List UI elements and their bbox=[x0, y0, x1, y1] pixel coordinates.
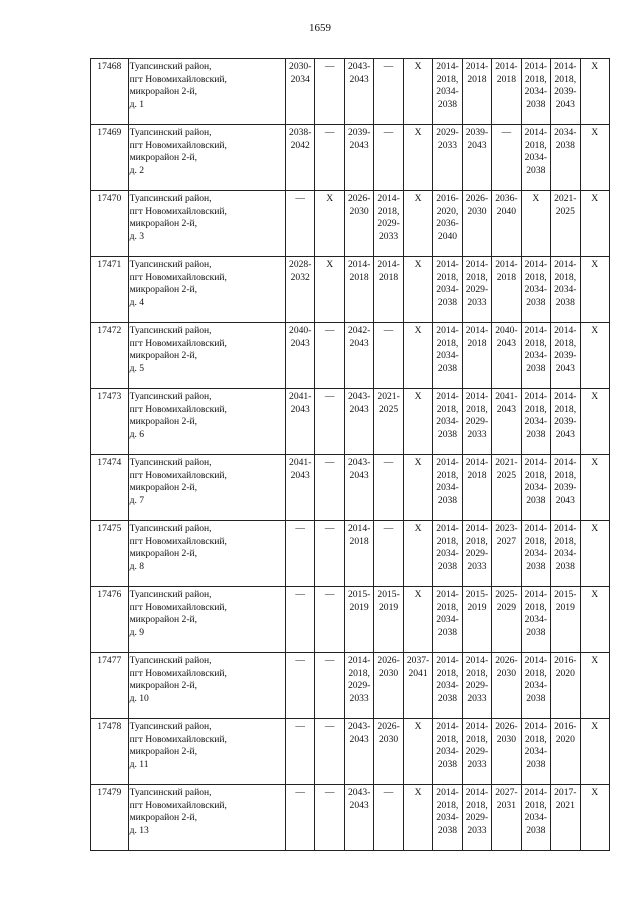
address-cell bbox=[128, 587, 285, 653]
period-cell: 2016- 2020, 2036- 2040 bbox=[433, 191, 462, 257]
period-cell: 2014- 2018, 2034- 2038 bbox=[521, 389, 550, 455]
period-cell: 2014- 2018, 2034- 2038 bbox=[521, 323, 550, 389]
period-cell: X bbox=[580, 785, 609, 851]
period-cell: 2017- 2021 bbox=[551, 785, 580, 851]
address-line: пгт Новомихайловский, bbox=[129, 535, 227, 547]
period-cell: 2015- 2019 bbox=[344, 587, 373, 653]
row-number: 17475 bbox=[91, 521, 129, 587]
period-cell: 2015- 2019 bbox=[551, 587, 580, 653]
period-cell: X bbox=[403, 257, 432, 323]
period-cell: X bbox=[403, 125, 432, 191]
period-cell: 2014- 2018 bbox=[462, 455, 491, 521]
period-cell: X bbox=[580, 59, 609, 125]
period-cell: 2034- 2038 bbox=[551, 125, 580, 191]
period-cell: 2014- 2018, 2034- 2038 bbox=[433, 257, 462, 323]
row-number: 17474 bbox=[91, 455, 129, 521]
period-cell: 2043- 2043 bbox=[344, 59, 373, 125]
period-cell: X bbox=[580, 653, 609, 719]
period-cell: X bbox=[403, 455, 432, 521]
register-table bbox=[90, 58, 610, 851]
period-cell: 2026- 2030 bbox=[344, 191, 373, 257]
period-cell: 2040- 2043 bbox=[492, 323, 521, 389]
row-number: 17468 bbox=[91, 59, 129, 125]
address-line: д. 4 bbox=[129, 296, 145, 308]
period-cell: X bbox=[580, 587, 609, 653]
period-cell: 2014- 2018, 2034- 2038 bbox=[521, 587, 550, 653]
period-cell: 2014- 2018 bbox=[344, 521, 373, 587]
address-cell bbox=[128, 719, 285, 785]
period-cell: 2014- 2018 bbox=[374, 257, 403, 323]
address-line: Туапсинский район, bbox=[129, 523, 212, 534]
period-cell: — bbox=[374, 323, 403, 389]
period-cell: X bbox=[580, 455, 609, 521]
row-number: 17479 bbox=[91, 785, 129, 851]
period-cell: 2014- 2018, 2034- 2038 bbox=[521, 719, 550, 785]
period-cell: 2016- 2020 bbox=[551, 653, 580, 719]
address-cell bbox=[128, 191, 285, 257]
period-cell: 2029- 2033 bbox=[433, 125, 462, 191]
period-cell: 2030- 2034 bbox=[286, 59, 315, 125]
period-cell: 2039- 2043 bbox=[344, 125, 373, 191]
address-line: Туапсинский район, bbox=[129, 457, 212, 468]
address-line: микрорайон 2-й, bbox=[129, 482, 198, 493]
period-cell: — bbox=[315, 653, 344, 719]
period-cell: 2014- 2018, 2029- 2033 bbox=[462, 257, 491, 323]
period-cell: 2023- 2027 bbox=[492, 521, 521, 587]
table-row bbox=[91, 125, 610, 191]
address-cell bbox=[128, 455, 285, 521]
period-cell: 2036- 2040 bbox=[492, 191, 521, 257]
period-cell: 2014- 2018, 2029- 2033 bbox=[462, 521, 491, 587]
period-cell: 2014- 2018, 2034- 2038 bbox=[433, 59, 462, 125]
address-cell bbox=[128, 521, 285, 587]
period-cell: X bbox=[521, 191, 550, 257]
period-cell: 2014- 2018, 2034- 2038 bbox=[521, 785, 550, 851]
address-cell bbox=[128, 785, 285, 851]
period-cell: 2014- 2018, 2039- 2043 bbox=[551, 59, 580, 125]
address-cell bbox=[128, 389, 285, 455]
period-cell: 2014- 2018, 2029- 2033 bbox=[462, 653, 491, 719]
period-cell: X bbox=[580, 719, 609, 785]
table-row bbox=[91, 389, 610, 455]
address-line: д. 8 bbox=[129, 560, 145, 572]
period-cell: 2014- 2018, 2034- 2038 bbox=[551, 521, 580, 587]
address-cell bbox=[128, 59, 285, 125]
address-line: пгт Новомихайловский, bbox=[129, 799, 227, 811]
period-cell: — bbox=[492, 125, 521, 191]
period-cell: — bbox=[286, 191, 315, 257]
table-row bbox=[91, 719, 610, 785]
period-cell: X bbox=[403, 191, 432, 257]
period-cell: 2043- 2043 bbox=[344, 389, 373, 455]
address-line: пгт Новомихайловский, bbox=[129, 733, 227, 745]
table-row bbox=[91, 191, 610, 257]
period-cell: — bbox=[286, 521, 315, 587]
address-cell bbox=[128, 125, 285, 191]
period-cell: 2037- 2041 bbox=[403, 653, 432, 719]
address-line: Туапсинский район, bbox=[129, 259, 212, 270]
row-number: 17469 bbox=[91, 125, 129, 191]
period-cell: X bbox=[580, 191, 609, 257]
period-cell: 2014- 2018, 2034- 2038 bbox=[521, 653, 550, 719]
address-line: Туапсинский район, bbox=[129, 193, 212, 204]
period-cell: 2043- 2043 bbox=[344, 719, 373, 785]
period-cell: — bbox=[315, 587, 344, 653]
table-row bbox=[91, 653, 610, 719]
period-cell: X bbox=[315, 257, 344, 323]
period-cell: — bbox=[315, 59, 344, 125]
address-line: микрорайон 2-й, bbox=[129, 152, 198, 163]
address-line: пгт Новомихайловский, bbox=[129, 337, 227, 349]
page-number: 1659 bbox=[309, 22, 331, 34]
period-cell: 2014- 2018, 2034- 2038 bbox=[433, 521, 462, 587]
address-line: микрорайон 2-й, bbox=[129, 416, 198, 427]
address-line: микрорайон 2-й, bbox=[129, 614, 198, 625]
period-cell: 2041- 2043 bbox=[492, 389, 521, 455]
address-line: Туапсинский район, bbox=[129, 391, 212, 402]
address-line: д. 1 bbox=[129, 98, 145, 110]
period-cell: 2041- 2043 bbox=[286, 455, 315, 521]
period-cell: 2026- 2030 bbox=[462, 191, 491, 257]
period-cell: 2015- 2019 bbox=[374, 587, 403, 653]
row-number: 17472 bbox=[91, 323, 129, 389]
period-cell: 2014- 2018, 2034- 2038 bbox=[433, 389, 462, 455]
address-line: пгт Новомихайловский, bbox=[129, 469, 227, 481]
address-cell bbox=[128, 323, 285, 389]
address-line: микрорайон 2-й, bbox=[129, 284, 198, 295]
period-cell: — bbox=[286, 653, 315, 719]
period-cell: 2015- 2019 bbox=[462, 587, 491, 653]
period-cell: 2021- 2025 bbox=[374, 389, 403, 455]
period-cell: 2014- 2018, 2039- 2043 bbox=[551, 323, 580, 389]
period-cell: 2043- 2043 bbox=[344, 455, 373, 521]
period-cell: X bbox=[315, 191, 344, 257]
address-line: д. 10 bbox=[129, 692, 149, 704]
period-cell: — bbox=[286, 785, 315, 851]
period-cell: 2041- 2043 bbox=[286, 389, 315, 455]
period-cell: 2038- 2042 bbox=[286, 125, 315, 191]
period-cell: — bbox=[315, 455, 344, 521]
address-line: микрорайон 2-й, bbox=[129, 812, 198, 823]
period-cell: 2014- 2018 bbox=[462, 59, 491, 125]
address-cell bbox=[128, 653, 285, 719]
period-cell: X bbox=[403, 521, 432, 587]
address-line: пгт Новомихайловский, bbox=[129, 205, 227, 217]
period-cell: 2014- 2018, 2034- 2038 bbox=[521, 125, 550, 191]
period-cell: — bbox=[374, 455, 403, 521]
period-cell: 2014- 2018, 2029- 2033 bbox=[374, 191, 403, 257]
period-cell: 2043- 2043 bbox=[344, 785, 373, 851]
address-line: микрорайон 2-й, bbox=[129, 86, 198, 97]
period-cell: 2014- 2018, 2034- 2038 bbox=[433, 653, 462, 719]
period-cell: 2027- 2031 bbox=[492, 785, 521, 851]
period-cell: 2021- 2025 bbox=[551, 191, 580, 257]
address-line: Туапсинский район, bbox=[129, 721, 212, 732]
address-line: пгт Новомихайловский, bbox=[129, 667, 227, 679]
period-cell: 2014- 2018 bbox=[492, 59, 521, 125]
period-cell: 2026- 2030 bbox=[374, 653, 403, 719]
period-cell: — bbox=[374, 521, 403, 587]
table-row bbox=[91, 521, 610, 587]
period-cell: — bbox=[286, 587, 315, 653]
period-cell: — bbox=[315, 719, 344, 785]
row-number: 17470 bbox=[91, 191, 129, 257]
period-cell: 2039- 2043 bbox=[462, 125, 491, 191]
address-line: пгт Новомихайловский, bbox=[129, 403, 227, 415]
period-cell: 2014- 2018, 2034- 2038 bbox=[521, 521, 550, 587]
address-line: Туапсинский район, bbox=[129, 655, 212, 666]
period-cell: X bbox=[403, 785, 432, 851]
address-line: Туапсинский район, bbox=[129, 61, 212, 72]
table-row bbox=[91, 587, 610, 653]
address-line: Туапсинский район, bbox=[129, 787, 212, 798]
period-cell: 2042- 2043 bbox=[344, 323, 373, 389]
address-line: микрорайон 2-й, bbox=[129, 218, 198, 229]
address-line: пгт Новомихайловский, bbox=[129, 601, 227, 613]
period-cell: — bbox=[315, 389, 344, 455]
address-line: микрорайон 2-й, bbox=[129, 548, 198, 559]
address-line: микрорайон 2-й, bbox=[129, 680, 198, 691]
address-line: пгт Новомихайловский, bbox=[129, 139, 227, 151]
period-cell: 2025- 2029 bbox=[492, 587, 521, 653]
period-cell: X bbox=[403, 587, 432, 653]
period-cell: — bbox=[315, 785, 344, 851]
row-number: 17473 bbox=[91, 389, 129, 455]
row-number: 17478 bbox=[91, 719, 129, 785]
period-cell: 2014- 2018, 2034- 2038 bbox=[551, 257, 580, 323]
row-number: 17471 bbox=[91, 257, 129, 323]
address-line: Туапсинский район, bbox=[129, 127, 212, 138]
period-cell: 2014- 2018, 2034- 2038 bbox=[433, 455, 462, 521]
period-cell: 2014- 2018 bbox=[492, 257, 521, 323]
period-cell: X bbox=[580, 257, 609, 323]
period-cell: 2040- 2043 bbox=[286, 323, 315, 389]
address-line: д. 7 bbox=[129, 494, 145, 506]
period-cell: 2026- 2030 bbox=[492, 719, 521, 785]
period-cell: 2016- 2020 bbox=[551, 719, 580, 785]
address-line: д. 5 bbox=[129, 362, 145, 374]
address-line: микрорайон 2-й, bbox=[129, 746, 198, 757]
address-line: д. 3 bbox=[129, 230, 145, 242]
period-cell: 2014- 2018, 2034- 2038 bbox=[433, 323, 462, 389]
period-cell: 2014- 2018, 2029- 2033 bbox=[344, 653, 373, 719]
address-line: д. 6 bbox=[129, 428, 145, 440]
period-cell: 2014- 2018, 2034- 2038 bbox=[521, 59, 550, 125]
table-body bbox=[91, 59, 610, 851]
table-row bbox=[91, 323, 610, 389]
period-cell: 2014- 2018, 2034- 2038 bbox=[521, 257, 550, 323]
address-line: пгт Новомихайловский, bbox=[129, 271, 227, 283]
period-cell: — bbox=[315, 125, 344, 191]
period-cell: 2014- 2018 bbox=[462, 323, 491, 389]
period-cell: X bbox=[580, 323, 609, 389]
period-cell: 2026- 2030 bbox=[492, 653, 521, 719]
table-row bbox=[91, 257, 610, 323]
period-cell: 2021- 2025 bbox=[492, 455, 521, 521]
address-line: д. 2 bbox=[129, 164, 145, 176]
period-cell: 2026- 2030 bbox=[374, 719, 403, 785]
table-row bbox=[91, 785, 610, 851]
period-cell: 2014- 2018, 2039- 2043 bbox=[551, 455, 580, 521]
period-cell: X bbox=[403, 323, 432, 389]
period-cell: — bbox=[286, 719, 315, 785]
period-cell: X bbox=[403, 719, 432, 785]
address-line: д. 13 bbox=[129, 824, 149, 836]
table-row bbox=[91, 455, 610, 521]
period-cell: 2014- 2018, 2034- 2038 bbox=[521, 455, 550, 521]
period-cell: X bbox=[580, 389, 609, 455]
address-line: Туапсинский район, bbox=[129, 325, 212, 336]
period-cell: 2014- 2018 bbox=[344, 257, 373, 323]
address-line: Туапсинский район, bbox=[129, 589, 212, 600]
period-cell: 2014- 2018, 2034- 2038 bbox=[433, 719, 462, 785]
row-number: 17477 bbox=[91, 653, 129, 719]
period-cell: 2028- 2032 bbox=[286, 257, 315, 323]
table-row bbox=[91, 59, 610, 125]
period-cell: — bbox=[374, 785, 403, 851]
address-cell bbox=[128, 257, 285, 323]
row-number: 17476 bbox=[91, 587, 129, 653]
period-cell: 2014- 2018, 2034- 2038 bbox=[433, 587, 462, 653]
period-cell: 2014- 2018, 2039- 2043 bbox=[551, 389, 580, 455]
period-cell: 2014- 2018, 2029- 2033 bbox=[462, 389, 491, 455]
period-cell: 2014- 2018, 2029- 2033 bbox=[462, 719, 491, 785]
period-cell: X bbox=[403, 389, 432, 455]
period-cell: X bbox=[580, 521, 609, 587]
address-line: пгт Новомихайловский, bbox=[129, 73, 227, 85]
address-line: микрорайон 2-й, bbox=[129, 350, 198, 361]
period-cell: — bbox=[374, 125, 403, 191]
period-cell: X bbox=[403, 59, 432, 125]
period-cell: — bbox=[315, 323, 344, 389]
period-cell: 2014- 2018, 2034- 2038 bbox=[433, 785, 462, 851]
address-line: д. 11 bbox=[129, 758, 149, 770]
period-cell: — bbox=[315, 521, 344, 587]
period-cell: 2014- 2018, 2029- 2033 bbox=[462, 785, 491, 851]
period-cell: X bbox=[580, 125, 609, 191]
address-line: д. 9 bbox=[129, 626, 145, 638]
period-cell: — bbox=[374, 59, 403, 125]
